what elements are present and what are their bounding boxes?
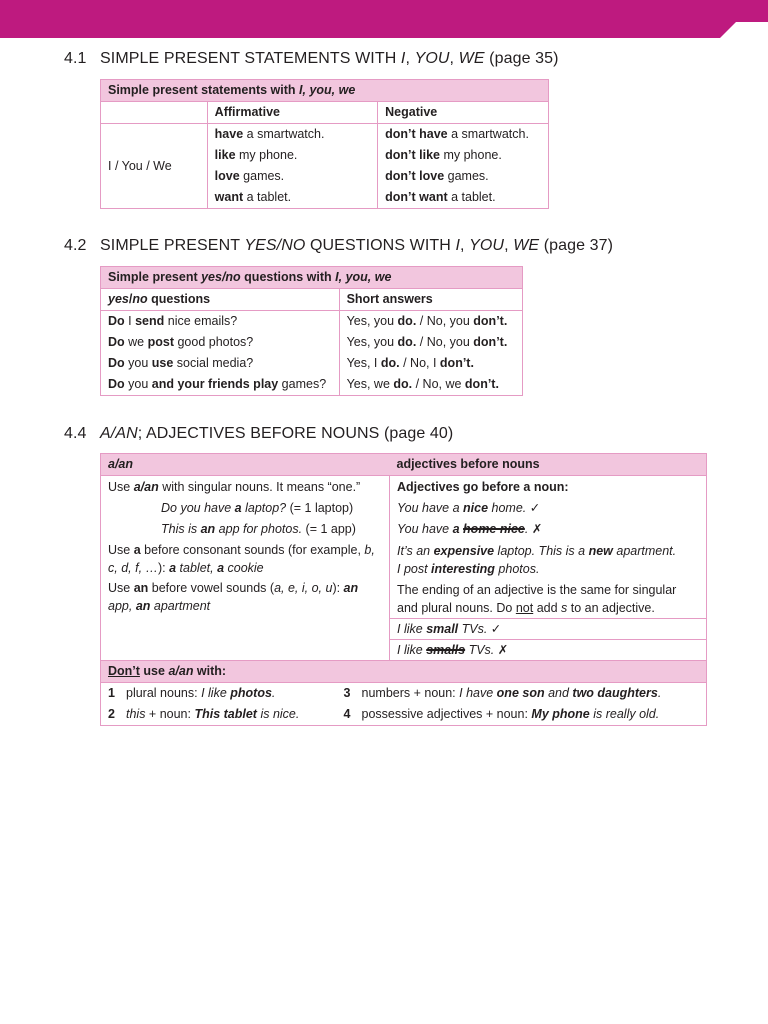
- text-run: one son: [496, 686, 545, 700]
- text-run: cookie: [224, 561, 264, 575]
- table-row: [101, 332, 523, 353]
- rich-text: [390, 639, 706, 660]
- text-run: b, c, d, f, …: [108, 543, 375, 575]
- text-run: smalls: [426, 643, 466, 657]
- rich-text: [390, 580, 706, 618]
- text-run: good photos?: [174, 335, 254, 349]
- text-run: / No, you: [416, 314, 474, 328]
- rich-text: [101, 311, 340, 333]
- text-run: nice: [463, 501, 489, 515]
- col-short-answers: Short answers: [339, 289, 522, 311]
- text-run: post: [147, 335, 174, 349]
- text-run: You have: [397, 522, 453, 536]
- text-run: ✗: [528, 522, 543, 536]
- rich-text: [101, 374, 340, 396]
- column-headers: [101, 102, 549, 124]
- rich-text: [339, 311, 522, 333]
- rich-text: [339, 374, 522, 396]
- text-run: You have a: [397, 501, 464, 515]
- rich-text: [390, 560, 706, 580]
- text-run: do.: [397, 335, 417, 349]
- text-run: tablet,: [176, 561, 218, 575]
- table-row: love games. don’t love games.: [101, 166, 549, 187]
- text-run: this: [126, 707, 146, 721]
- rich-text: [362, 686, 662, 700]
- text-run: possessive adjectives + noun:: [361, 707, 532, 721]
- text-run: photos.: [494, 562, 540, 576]
- text-run: before consonant sounds (for example,: [140, 543, 365, 557]
- text-run: Adjectives go before a noun:: [397, 480, 569, 494]
- rich-text: [339, 332, 522, 353]
- text-run: ✓: [526, 501, 541, 515]
- text-run: a: [169, 561, 177, 575]
- text-run: I like: [201, 686, 231, 700]
- text-run: .: [657, 686, 662, 700]
- rich-text: [126, 686, 275, 700]
- rich-text: [101, 332, 340, 353]
- text-run: a: [133, 543, 141, 557]
- text-run: app for photos.: [215, 522, 303, 536]
- text-run: Do: [108, 335, 125, 349]
- text-run: a: [234, 501, 242, 515]
- col-negative: Negative: [378, 102, 549, 124]
- list-item: 3 numbers + noun: I have one son and two daughters.: [343, 686, 662, 700]
- text-run: ):: [332, 581, 344, 595]
- text-run: apartment: [150, 599, 211, 613]
- rich-text: [390, 540, 706, 560]
- table-row: want a tablet. don’t want a tablet.: [101, 187, 549, 209]
- text-run: Do: [108, 314, 125, 328]
- adjective-rules: [390, 476, 707, 661]
- text-run: It’s an: [397, 544, 434, 558]
- text-run: (= 1 laptop): [286, 501, 354, 515]
- text-run: you: [124, 356, 152, 370]
- rich-text: [390, 618, 706, 639]
- text-run: .: [524, 522, 529, 536]
- rich-text: [108, 519, 382, 540]
- content-row: [101, 476, 707, 661]
- text-run: Use: [108, 480, 134, 494]
- text-run: a/an: [133, 480, 159, 494]
- text-run: Use: [108, 581, 134, 595]
- text-run: interesting: [431, 562, 495, 576]
- text-run: and: [544, 686, 573, 700]
- text-run: / No, we: [412, 377, 465, 391]
- text-run: expensive: [433, 544, 495, 558]
- col-a-an: a/an: [101, 454, 390, 476]
- text-run: I: [124, 314, 136, 328]
- list-item-row: [101, 683, 707, 705]
- rich-text: [390, 519, 706, 540]
- table-header: [101, 454, 707, 476]
- section-title: 4.2 SIMPLE PRESENT YES/NO QUESTIONS WITH I, YOU, WE (page 37): [64, 237, 614, 254]
- text-run: a, e, i, o, u: [274, 581, 333, 595]
- list-item-row: [101, 704, 707, 726]
- text-run: is really old.: [589, 707, 660, 721]
- text-run: The ending of an adjective is the same for singular and plural nouns. Do: [397, 583, 677, 615]
- text-run: laptop?: [241, 501, 287, 515]
- col-adjectives: adjectives before nouns: [390, 454, 707, 476]
- rich-text: [362, 707, 660, 721]
- text-run: two daughters: [572, 686, 658, 700]
- questions-table: [100, 266, 523, 396]
- text-run: .: [271, 686, 276, 700]
- text-run: add: [533, 601, 562, 615]
- top-banner: [0, 0, 768, 38]
- rich-text: [108, 540, 382, 578]
- text-run: an: [135, 599, 151, 613]
- text-run: Use: [108, 543, 134, 557]
- text-run: use: [151, 356, 174, 370]
- text-run: and your friends play: [151, 377, 279, 391]
- text-run: do.: [380, 356, 400, 370]
- text-run: / No, you: [416, 335, 474, 349]
- rich-text: [390, 477, 706, 498]
- rich-text: [390, 498, 706, 519]
- list-item: 2 this + noun: This tablet is nice.: [108, 707, 300, 721]
- text-run: Yes, you: [346, 335, 398, 349]
- subject-cell: I / You / We: [108, 158, 172, 173]
- text-run: I have: [459, 686, 497, 700]
- text-run: we: [124, 335, 148, 349]
- text-run: s: [561, 601, 568, 615]
- text-run: Do you have: [161, 501, 235, 515]
- statements-table: [100, 79, 549, 209]
- text-run: don’t.: [439, 356, 474, 370]
- text-run: I like: [397, 643, 427, 657]
- section-title: 4.1 SIMPLE PRESENT STATEMENTS WITH I, YOU, WE (page 35): [64, 50, 559, 67]
- text-run: social media?: [173, 356, 254, 370]
- a-an-rules: [101, 476, 390, 661]
- text-run: + noun:: [145, 707, 195, 721]
- table-row: [101, 353, 523, 374]
- rich-text: [101, 353, 340, 374]
- table-row: like my phone. don’t like my phone.: [101, 145, 549, 166]
- rich-text: [108, 498, 382, 519]
- rich-text: [108, 477, 382, 498]
- text-run: do.: [393, 377, 413, 391]
- table-row: [101, 311, 523, 333]
- text-run: new: [588, 544, 613, 558]
- text-run: / No, I: [399, 356, 440, 370]
- text-run: Do: [108, 377, 125, 391]
- text-run: app,: [108, 599, 136, 613]
- text-run: Yes, you: [346, 314, 398, 328]
- text-run: apartment.: [612, 544, 677, 558]
- text-run: a: [452, 522, 464, 536]
- text-run: I like: [397, 622, 427, 636]
- text-run: you: [124, 377, 152, 391]
- text-run: an: [133, 581, 149, 595]
- text-run: a: [217, 561, 225, 575]
- table-header: Simple present yes/no questions with I, you, we: [101, 267, 523, 289]
- text-run: TVs.: [465, 643, 495, 657]
- text-run: send: [135, 314, 165, 328]
- text-run: home nice: [463, 522, 525, 536]
- text-run: This tablet: [194, 707, 257, 721]
- text-run: laptop. This is a: [494, 544, 589, 558]
- text-run: Do: [108, 356, 125, 370]
- rich-text: [126, 707, 299, 721]
- text-run: ):: [158, 561, 170, 575]
- text-run: games?: [278, 377, 327, 391]
- text-run: do.: [397, 314, 417, 328]
- list-item: 1 plural nouns: I like photos.: [108, 686, 276, 700]
- text-run: photos: [230, 686, 272, 700]
- text-run: not: [515, 601, 534, 615]
- text-run: ✗: [494, 643, 509, 657]
- text-run: with singular nouns. It means “one.”: [158, 480, 361, 494]
- text-run: small: [426, 622, 459, 636]
- text-run: before vowel sounds (: [148, 581, 275, 595]
- list-item: 4 possessive adjectives + noun: My phone is really old.: [343, 707, 660, 721]
- text-run: My phone: [531, 707, 590, 721]
- text-run: plural nouns:: [126, 686, 202, 700]
- text-run: ✓: [487, 622, 502, 636]
- text-run: an: [200, 522, 216, 536]
- col-questions: yes/no questions: [108, 292, 211, 306]
- text-run: Yes, we: [346, 377, 394, 391]
- rich-text: [339, 353, 522, 374]
- text-run: is nice.: [256, 707, 300, 721]
- text-run: nice emails?: [164, 314, 238, 328]
- text-run: Yes, I: [346, 356, 381, 370]
- table-header: Simple present statements with I, you, we: [101, 80, 549, 102]
- text-run: home.: [488, 501, 527, 515]
- dont-use-header: Don’t use a/an with:: [101, 661, 707, 683]
- text-run: I post: [397, 562, 432, 576]
- text-run: TVs.: [458, 622, 488, 636]
- text-run: numbers + noun:: [361, 686, 460, 700]
- col-affirmative: Affirmative: [207, 102, 377, 124]
- articles-adjectives-table: [100, 453, 707, 726]
- text-run: an: [343, 581, 359, 595]
- text-run: to an adjective.: [567, 601, 655, 615]
- text-run: don’t.: [464, 377, 499, 391]
- column-headers: [101, 289, 523, 311]
- text-run: don’t.: [473, 314, 508, 328]
- table-row: I / You / We have a smartwatch. don’t have a smartwatch.: [101, 124, 549, 146]
- rich-text: [108, 578, 382, 616]
- table-row: [101, 374, 523, 396]
- section-title: 4.4 A/AN; ADJECTIVES BEFORE NOUNS (page 40): [64, 425, 454, 442]
- text-run: don’t.: [473, 335, 508, 349]
- text-run: (= 1 app): [302, 522, 356, 536]
- text-run: This is: [161, 522, 201, 536]
